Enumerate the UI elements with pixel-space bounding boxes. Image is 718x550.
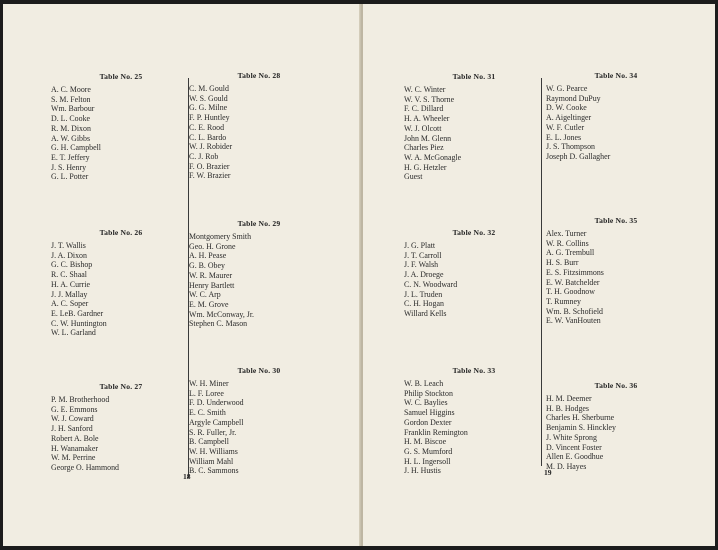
attendee-name: B. C. Sammons bbox=[189, 466, 239, 476]
table-34 bbox=[546, 71, 686, 162]
attendee-name: H. Wanamaker bbox=[51, 443, 98, 453]
attendee-name: C. J. Rob bbox=[189, 151, 219, 161]
attendee-name: H. A. Wheeler bbox=[404, 114, 450, 124]
attendee-name: E. S. Fitzsimmons bbox=[546, 267, 604, 277]
attendee-name: W. G. Pearce bbox=[546, 84, 588, 93]
page-number: 18 bbox=[183, 472, 191, 481]
attendee-name: W. H. Williams bbox=[189, 446, 238, 456]
attendee-name: E. M. Grove bbox=[189, 299, 229, 309]
attendee-name: Charles Piez bbox=[404, 143, 444, 153]
attendee-name: Joseph D. Gallagher bbox=[546, 151, 611, 161]
attendee-name: A. C. Soper bbox=[51, 299, 89, 309]
attendee-name: W. J. Olcott bbox=[404, 123, 442, 133]
attendee-name: E. W. Batchelder bbox=[546, 277, 600, 287]
attendee-name: E. C. Smith bbox=[189, 408, 226, 418]
attendee-name: W. R. Maurer bbox=[189, 270, 233, 280]
table-31 bbox=[404, 72, 544, 182]
attendee-name: J. A. Dixon bbox=[51, 250, 87, 260]
attendee-name: J. White Sprong bbox=[546, 432, 597, 442]
table-title: Table No. 29 bbox=[237, 219, 281, 228]
attendee-name: Stephen C. Mason bbox=[189, 319, 248, 329]
attendee-name: Geo. H. Grone bbox=[189, 241, 236, 251]
attendee-name: G. H. Campbell bbox=[51, 143, 101, 153]
attendee-name: J. H. Hustis bbox=[404, 466, 441, 476]
attendee-name: H. L. Ingersoll bbox=[404, 456, 451, 466]
attendee-name: A. C. Moore bbox=[51, 85, 91, 94]
attendee-name: F. O. Brazier bbox=[189, 161, 230, 171]
attendee-name: George O. Hammond bbox=[51, 462, 120, 472]
attendee-name: G. C. Bishop bbox=[51, 260, 93, 270]
name-list bbox=[404, 85, 544, 182]
attendee-name: Montgomery Smith bbox=[189, 232, 252, 241]
attendee-name: Robert A. Bole bbox=[51, 433, 99, 443]
attendee-name: A. W. Gibbs bbox=[51, 133, 91, 143]
attendee-name: W. L. Garland bbox=[51, 328, 96, 338]
name-list bbox=[51, 241, 191, 338]
attendee-name: Gordon Dexter bbox=[404, 417, 452, 427]
attendee-name: William Mahl bbox=[189, 456, 234, 466]
table-title: Table No. 30 bbox=[237, 366, 281, 375]
attendee-name: H. G. Hetzler bbox=[404, 162, 447, 172]
name-list bbox=[189, 379, 329, 476]
attendee-name: F. P. Huntley bbox=[189, 113, 230, 123]
attendee-name: H. M. Deemer bbox=[546, 394, 592, 403]
attendee-name: Raymond DuPuy bbox=[546, 93, 601, 103]
attendee-name: W. F. Cutler bbox=[546, 122, 585, 132]
attendee-name: M. D. Hayes bbox=[546, 461, 587, 471]
attendee-name: E. W. VanHouten bbox=[546, 316, 601, 326]
attendee-name: Samuel Higgins bbox=[404, 408, 455, 418]
attendee-name: Henry Bartlett bbox=[189, 280, 235, 290]
table-25 bbox=[51, 72, 191, 182]
attendee-name: C. W. Huntington bbox=[51, 318, 107, 328]
attendee-name: F. W. Brazier bbox=[189, 171, 231, 181]
table-30 bbox=[189, 366, 329, 476]
attendee-name: John M. Glenn bbox=[404, 133, 452, 143]
attendee-name: Philip Stockton bbox=[404, 388, 453, 398]
attendee-name: R. C. Shaal bbox=[51, 270, 87, 280]
attendee-name: W. S. Gould bbox=[189, 93, 228, 103]
table-title: Table No. 33 bbox=[452, 366, 496, 375]
name-list bbox=[404, 241, 544, 319]
table-title: Table No. 36 bbox=[594, 381, 638, 390]
name-list bbox=[51, 395, 191, 473]
attendee-name: Guest bbox=[404, 172, 423, 182]
table-28 bbox=[189, 71, 329, 181]
table-33 bbox=[404, 366, 544, 476]
attendee-name: J. S. Henry bbox=[51, 162, 87, 172]
attendee-name: E. T. Jeffery bbox=[51, 152, 90, 162]
attendee-name: W. C. Arp bbox=[189, 290, 221, 300]
table-26 bbox=[51, 228, 191, 338]
attendee-name: J. J. Mallay bbox=[51, 289, 88, 299]
attendee-name: Wm. Barbour bbox=[51, 104, 95, 114]
table-title: Table No. 34 bbox=[594, 71, 638, 80]
attendee-name: P. M. Brotherhood bbox=[51, 395, 110, 404]
attendee-name: Benjamin S. Hinckley bbox=[546, 423, 616, 433]
attendee-name: W. J. Coward bbox=[51, 414, 94, 424]
attendee-name: J. F. Walsh bbox=[404, 260, 439, 270]
attendee-name: C. H. Hogan bbox=[404, 299, 444, 309]
attendee-name: Charles H. Sherburne bbox=[546, 413, 615, 423]
attendee-name: G. G. Milne bbox=[189, 103, 228, 113]
attendee-name: Willard Kells bbox=[404, 308, 447, 318]
table-title: Table No. 28 bbox=[237, 71, 281, 80]
attendee-name: Argyle Campbell bbox=[189, 417, 244, 427]
attendee-name: J. T. Carroll bbox=[404, 250, 442, 260]
table-title: Table No. 35 bbox=[594, 216, 638, 225]
right-page bbox=[363, 4, 715, 546]
attendee-name: E. LeB. Gardner bbox=[51, 308, 104, 318]
name-list bbox=[546, 229, 686, 326]
attendee-name: W. C. Baylies bbox=[404, 398, 448, 408]
name-list bbox=[189, 232, 329, 329]
attendee-name: D. Vincent Foster bbox=[546, 442, 602, 452]
table-27 bbox=[51, 382, 191, 473]
attendee-name: G. B. Obey bbox=[189, 261, 225, 271]
attendee-name: H. B. Hodges bbox=[546, 403, 589, 413]
attendee-name: H. M. Biscoe bbox=[404, 437, 447, 447]
attendee-name: Alex. Turner bbox=[546, 229, 587, 238]
attendee-name: J. T. Wallis bbox=[51, 241, 86, 250]
attendee-name: Wm. McConway, Jr. bbox=[189, 309, 255, 319]
attendee-name: R. M. Dixon bbox=[51, 123, 91, 133]
attendee-name: Wm. B. Schofield bbox=[546, 306, 603, 316]
table-35 bbox=[546, 216, 686, 326]
attendee-name: W. R. Collins bbox=[546, 238, 589, 248]
attendee-name: J. H. Sanford bbox=[51, 424, 93, 434]
name-list bbox=[546, 394, 686, 472]
table-36 bbox=[546, 381, 686, 472]
attendee-name: W. H. Miner bbox=[189, 379, 229, 388]
table-32 bbox=[404, 228, 544, 319]
attendee-name: E. L. Jones bbox=[546, 132, 582, 142]
attendee-name: Allen E. Goodhue bbox=[546, 452, 604, 462]
attendee-name: A. H. Pease bbox=[189, 251, 227, 261]
table-title: Table No. 25 bbox=[99, 72, 143, 81]
name-list bbox=[189, 84, 329, 181]
table-29 bbox=[189, 219, 329, 329]
attendee-name: J. S. Thompson bbox=[546, 142, 595, 152]
table-title: Table No. 31 bbox=[452, 72, 496, 81]
attendee-name: A. Aigeltinger bbox=[546, 113, 592, 123]
page-number: 19 bbox=[544, 468, 552, 477]
attendee-name: L. F. Loree bbox=[189, 388, 224, 398]
attendee-name: G. E. Emmons bbox=[51, 404, 98, 414]
attendee-name: J. A. Droege bbox=[404, 270, 444, 280]
attendee-name: F. D. Underwood bbox=[189, 398, 244, 408]
table-title: Table No. 27 bbox=[99, 382, 143, 391]
attendee-name: S. R. Fuller, Jr. bbox=[189, 427, 237, 437]
left-page bbox=[3, 4, 362, 546]
table-title: Table No. 32 bbox=[452, 228, 496, 237]
attendee-name: C. M. Gould bbox=[189, 84, 229, 93]
table-title: Table No. 26 bbox=[99, 228, 143, 237]
attendee-name: A. G. Trembull bbox=[546, 248, 595, 258]
attendee-name: S. M. Felton bbox=[51, 94, 91, 104]
attendee-name: T. Rumney bbox=[546, 296, 581, 306]
attendee-name: W. C. Winter bbox=[404, 85, 446, 94]
attendee-name: W. M. Perrine bbox=[51, 453, 96, 463]
attendee-name: W. J. Robider bbox=[189, 142, 233, 152]
attendee-name: Franklin Remington bbox=[404, 427, 468, 437]
attendee-name: J. L. Truden bbox=[404, 289, 443, 299]
name-list bbox=[546, 84, 686, 162]
attendee-name: G. L. Potter bbox=[51, 172, 89, 182]
attendee-name: W. A. McGonagle bbox=[404, 152, 462, 162]
attendee-name: G. S. Mumford bbox=[404, 446, 453, 456]
attendee-name: C. N. Woodward bbox=[404, 279, 458, 289]
attendee-name: H. S. Burr bbox=[546, 258, 579, 268]
attendee-name: B. Campbell bbox=[189, 437, 229, 447]
attendee-name: W. B. Leach bbox=[404, 379, 444, 388]
attendee-name: D. W. Cooke bbox=[546, 103, 587, 113]
name-list bbox=[51, 85, 191, 182]
attendee-name: C. E. Rood bbox=[189, 122, 225, 132]
attendee-name: J. G. Platt bbox=[404, 241, 436, 250]
attendee-name: W. V. S. Thorne bbox=[404, 94, 455, 104]
attendee-name: F. C. Dillard bbox=[404, 104, 444, 114]
name-list bbox=[404, 379, 544, 476]
attendee-name: T. H. Goodnow bbox=[546, 287, 595, 297]
attendee-name: D. L. Cooke bbox=[51, 114, 91, 124]
attendee-name: C. L. Bardo bbox=[189, 132, 227, 142]
attendee-name: H. A. Currie bbox=[51, 279, 91, 289]
